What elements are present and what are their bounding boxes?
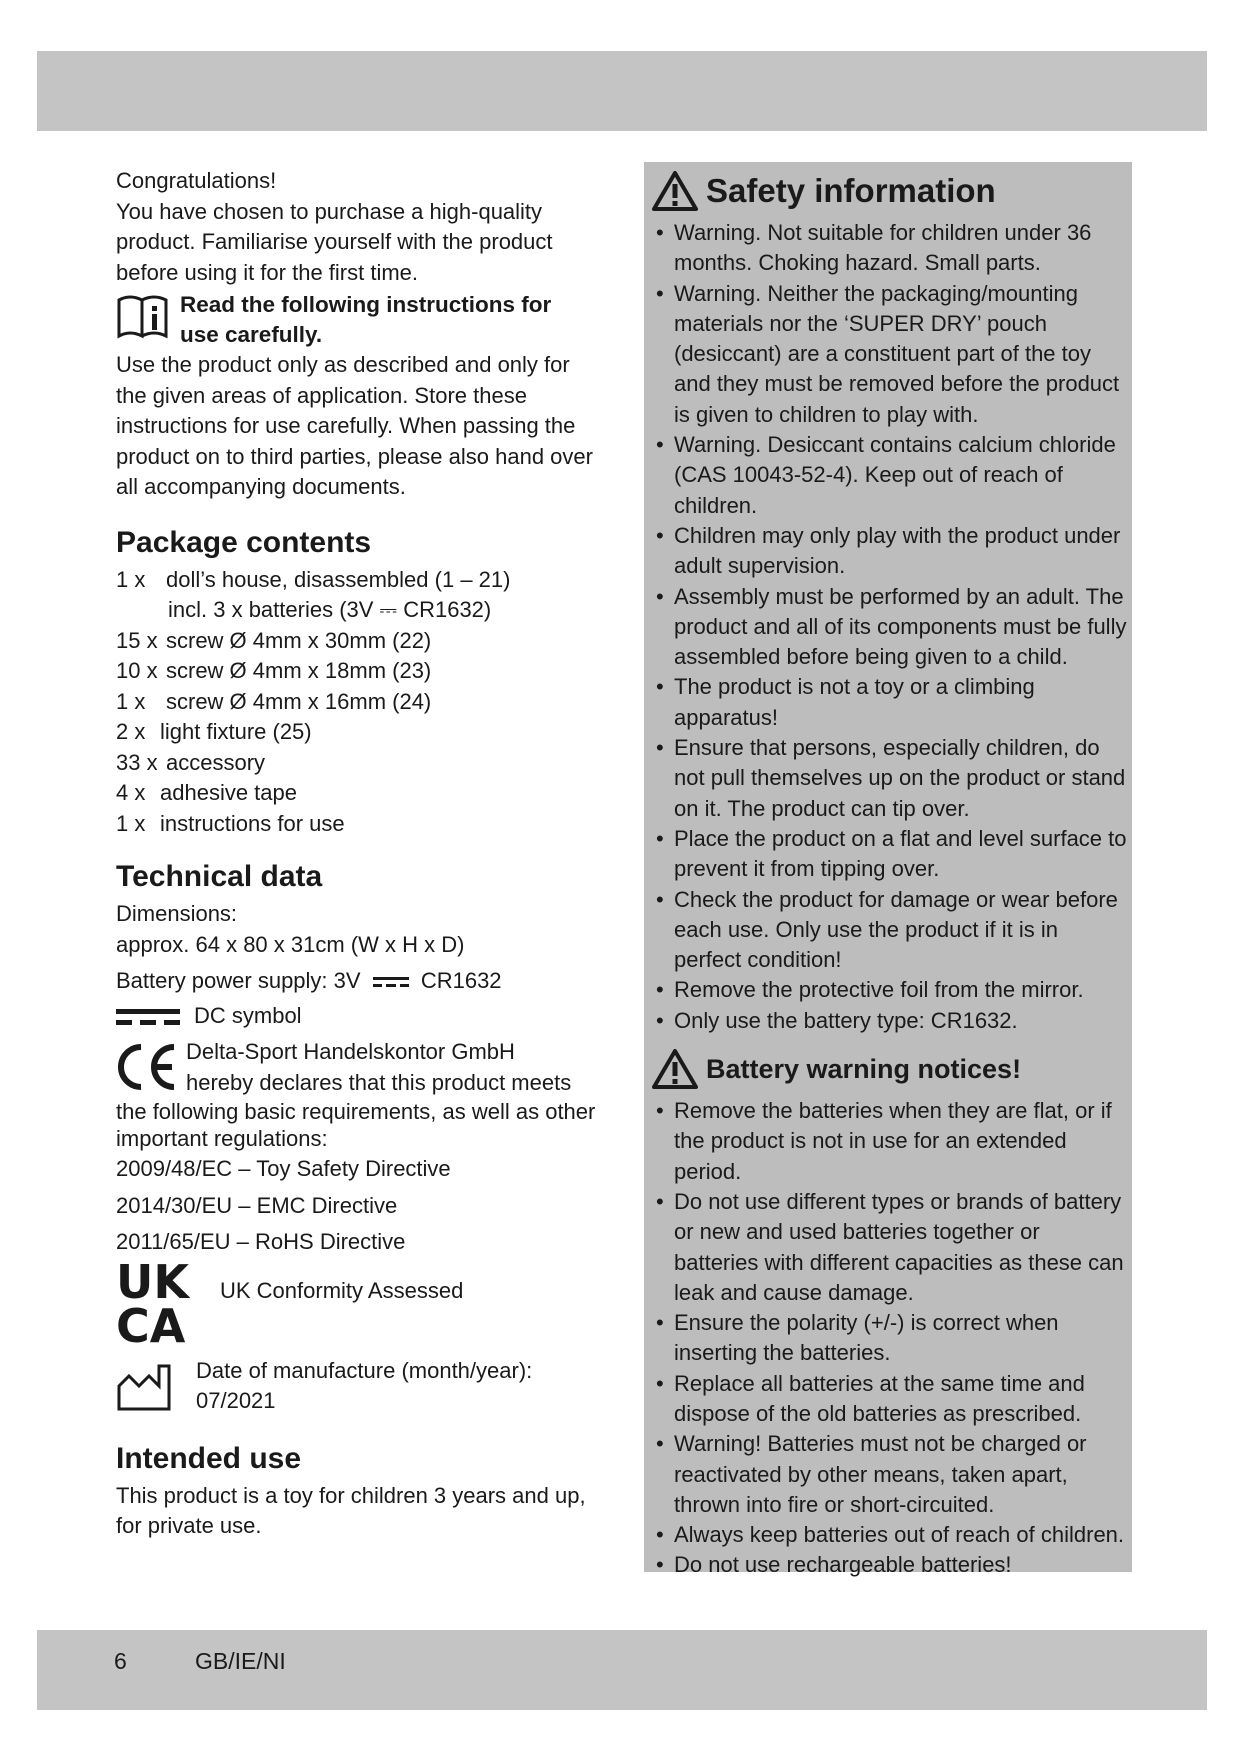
list-item: 15 x screw Ø 4mm x 30mm (22) bbox=[116, 627, 432, 653]
list-item: • Warning. Not suitable for children under 36 months. Choking hazard. Small parts. bbox=[652, 218, 1128, 279]
factory-date-icon bbox=[116, 1362, 172, 1412]
directive-emc: 2014/30/EU – EMC Directive bbox=[116, 1192, 398, 1218]
ce-declaration bbox=[116, 1037, 596, 1098]
list-item: • Ensure the polarity (+/-) is correct when inserting the batteries. bbox=[652, 1308, 1128, 1369]
list-item: 10 x screw Ø 4mm x 18mm (23) bbox=[116, 658, 432, 683]
dc-symbol-icon bbox=[373, 976, 409, 988]
left-column bbox=[116, 166, 596, 1542]
list-item: incl. 3 x batteries (3V ⎓ CR1632) bbox=[168, 597, 492, 622]
list-item: • Assembly must be performed by an adult. The product and all of its components must be fully assembled before being given to a child. bbox=[652, 582, 1128, 673]
intended-use-text: This product is a toy for children 3 years and up, for private use. bbox=[116, 1482, 586, 1538]
warning-icon bbox=[652, 1048, 698, 1090]
instruction-manual-icon bbox=[116, 290, 170, 342]
safety-panel bbox=[644, 162, 1132, 1578]
list-item: • Always keep batteries out of reach of children. bbox=[652, 1520, 1128, 1550]
list-item: • Warning. Desiccant contains calcium chloride (CAS 10043-52-4). Keep out of reach of children. bbox=[652, 430, 1128, 521]
list-item: • Check the product for damage or wear before each use. Only use the product if it is in perfect condition! bbox=[652, 885, 1128, 976]
ukca-text: UK Conformity Assessed bbox=[220, 1277, 464, 1303]
intended-use-heading: Intended use bbox=[116, 1441, 302, 1475]
list-item: • Replace all batteries at the same time and dispose of the old batteries as prescribed. bbox=[652, 1369, 1128, 1430]
dc-symbol-legend bbox=[116, 1001, 596, 1032]
list-item: 4 x adhesive tape bbox=[116, 780, 297, 805]
warning-icon bbox=[652, 170, 698, 212]
manufacture-date bbox=[116, 1356, 596, 1417]
directive-toy-safety: 2009/48/EC – Toy Safety Directive bbox=[116, 1156, 451, 1181]
ukca-mark-icon bbox=[116, 1258, 206, 1344]
page-number: 6 bbox=[114, 1648, 127, 1674]
dimensions-label: Dimensions: bbox=[116, 901, 238, 926]
list-item: • Do not use different types or brands of battery or new and used batteries together or batteries with different capacities as these can leak and cause damage. bbox=[652, 1187, 1128, 1308]
intro-paragraph: You have chosen to purchase a high-quality product. Familiarise yourself with the product before using it for the first time. bbox=[116, 198, 553, 285]
ce-text-declaration: hereby declares that this product meets bbox=[186, 1069, 572, 1095]
list-item: 1 x screw Ø 4mm x 16mm (24) bbox=[116, 688, 432, 714]
list-item: 1 x doll’s house, disassembled (1 – 21) bbox=[116, 566, 511, 592]
list-item: • Ensure that persons, especially children, do not pull themselves up on the product or stand on it. The product can tip over. bbox=[652, 733, 1128, 824]
read-instructions-text: Read the following instructions for use carefully. bbox=[180, 292, 552, 347]
directive-rohs: 2011/65/EU – RoHS Directive bbox=[116, 1229, 406, 1254]
safety-heading: Safety information bbox=[652, 170, 1128, 212]
dc-symbol-icon bbox=[116, 1007, 180, 1027]
list-item: • Remove the batteries when they are flat, or if the product is not in use for an extended period. bbox=[652, 1096, 1128, 1187]
battery-supply: Battery power supply: 3V CR1632 bbox=[116, 968, 502, 993]
ce-text-requirements: the following basic requirements, as well as other important regulations: bbox=[116, 1099, 596, 1151]
battery-warning-heading: Battery warning notices! bbox=[652, 1048, 1128, 1090]
intro-greeting: Congratulations! bbox=[116, 168, 277, 193]
ce-text-company: Delta-Sport Handelskontor GmbH bbox=[186, 1039, 515, 1064]
safety-list bbox=[652, 218, 1128, 1036]
ce-mark-icon bbox=[114, 1041, 180, 1093]
ukca-logo-text: UK bbox=[116, 1257, 189, 1309]
list-item: • Do not use rechargeable batteries! bbox=[652, 1550, 1128, 1580]
ukca-conformity bbox=[116, 1258, 596, 1344]
list-item: • Only use the battery type: CR1632. bbox=[652, 1006, 1128, 1036]
battery-warning-list bbox=[652, 1096, 1128, 1581]
list-item: 2 x light fixture (25) bbox=[116, 719, 312, 744]
list-item: • Remove the protective foil from the mirror. bbox=[652, 975, 1128, 1005]
package-contents-list bbox=[116, 565, 596, 840]
technical-data-heading: Technical data bbox=[116, 860, 323, 893]
read-instructions-notice bbox=[116, 290, 596, 350]
manufacture-date-value: 07/2021 bbox=[196, 1388, 276, 1413]
manufacture-date-label: Date of manufacture (month/year): bbox=[196, 1357, 533, 1383]
list-item: • The product is not a toy or a climbing apparatus! bbox=[652, 672, 1128, 733]
dimensions-value: approx. 64 x 80 x 31cm (W x H x D) bbox=[116, 931, 465, 957]
dc-symbol-text: DC symbol bbox=[194, 1002, 302, 1028]
header-band bbox=[37, 51, 1207, 131]
list-item: 1 x instructions for use bbox=[116, 810, 345, 836]
list-item: • Warning! Batteries must not be charged or reactivated by other means, taken apart, thrown into fire or short-circuited. bbox=[652, 1429, 1128, 1520]
footer-region: GB/IE/NI bbox=[195, 1648, 286, 1674]
ukca-logo-text: CA bbox=[116, 1298, 186, 1344]
list-item: • Place the product on a flat and level surface to prevent it from tipping over. bbox=[652, 824, 1128, 885]
list-item: • Warning. Neither the packaging/mounting materials nor the ‘SUPER DRY’ pouch (desiccant) are a constituent part of the toy and they must be removed before the product is given to children to play with. bbox=[652, 279, 1128, 430]
list-item: 33 x accessory bbox=[116, 749, 266, 775]
intro-paragraph-2: Use the product only as described and only for the given areas of application. Store these instructions for use carefully. When passing the product on to third parties, please also hand over all accompanying documents. bbox=[116, 352, 593, 499]
package-contents-heading: Package contents bbox=[116, 525, 372, 559]
list-item: • Children may only play with the product under adult supervision. bbox=[652, 521, 1128, 582]
